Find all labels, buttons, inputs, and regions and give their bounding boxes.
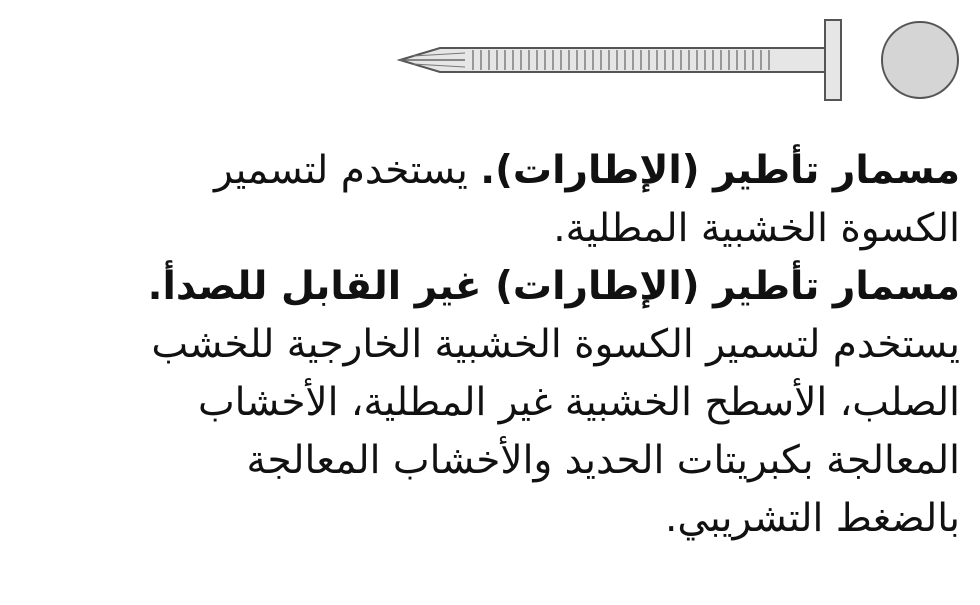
description-text [140, 142, 960, 548]
nail-illustration [395, 15, 965, 107]
paragraph-stainless-framing-nail [140, 258, 960, 548]
framing-nail-title: مسمار تأطير (الإطارات). [480, 148, 960, 193]
ring-shank-nail-icon [395, 15, 965, 107]
stainless-nail-title: مسمار تأطير (الإطارات) غير القابل للصدأ. [147, 264, 960, 309]
stainless-nail-description: يستخدم لتسمير الكسوة الخشبية الخارجية للخشب الصلب، الأسطح الخشبية غير المطلية، الأخشاب المعالجة بكبريتات الحديد والأخشاب المعالجة بالضغط التشريبي. [151, 322, 960, 541]
nail-head-circle-icon [882, 22, 958, 98]
framing-nail-description: يستخدم لتسمير الكسوة الخشبية المطلية. [214, 148, 960, 251]
paragraph-framing-nail [140, 142, 960, 258]
